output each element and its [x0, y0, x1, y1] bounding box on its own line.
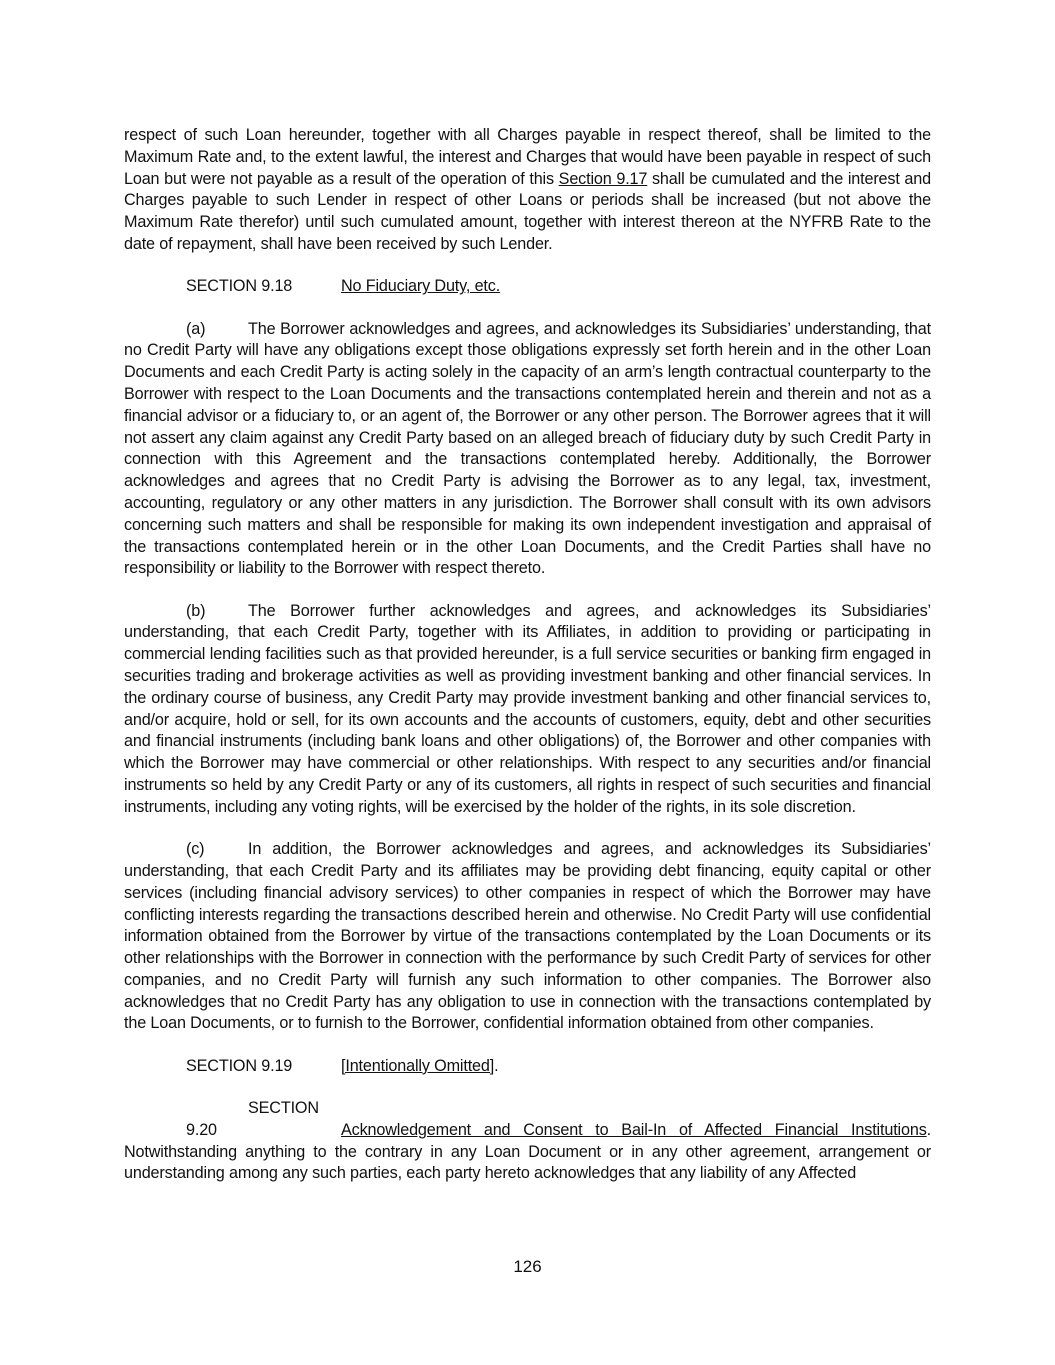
clause-text: In addition, the Borrower acknowledges and agrees, and acknowledges its Subsidiaries’ understanding, that each Credit Party and its affiliates may be providing debt financing, equity capital or other services (including financial advisory services) to other companies in respect of which the Borrower may have conflicting interests regarding the transactions described herein and otherwise. No Credit Party will use confidential information obtained from the Borrower by virtue of the transactions contemplated by the Loan Documents or its other relationships with the Borrower in connection with the performance by such Credit Party of services for other companies, and no Credit Party will furnish any such information to other companies. The Borrower also acknowledges that no Credit Party has any obligation to use in connection with the transactions contemplated by the Loan Documents, or to furnish to the Borrower, confidential information obtained from other companies.	[124, 840, 931, 1033]
clause-b	[124, 601, 931, 819]
section-number: SECTION 9.18	[186, 277, 293, 296]
section-title-suffix: .	[926, 1120, 931, 1139]
section-number: SECTION 9.19	[186, 1056, 293, 1075]
clause-text: The Borrower further acknowledges and agrees, and acknowledges its Subsidiaries’ understanding, that each Credit Party, together with its Affiliates, in addition to providing or participating in commercial lending facilities such as that provided hereunder, is a full service securities or banking firm engaged in securities trading and brokerage activities as well as providing investment banking and other financial services. In the ordinary course of business, any Credit Party may provide investment banking and other financial services to, and/or acquire, hold or sell, for its own accounts and the accounts of customers, equity, debt and other securities and financial instruments (including bank loans and other obligations) of, the Borrower and other companies with which the Borrower may have commercial or other relationships. With respect to any securities and/or financial instruments so held by any Credit Party or any of its customers, all rights in respect of such securities and financial instruments, including any voting rights, will be exercised by the holder of the rights, in its sole discretion.	[124, 601, 931, 816]
continuation-text-end: shall be cumulated and the interest and Charges payable to such Lender in respect of other Loans or periods shall be increased (but not above the Maximum Rate therefor) until such cumulated amount, together with interest thereon at the NYFRB Rate to the date of repayment, shall have been received by such Lender.	[124, 169, 931, 253]
continuation-paragraph	[124, 125, 931, 256]
clause-label: (a)	[186, 319, 206, 338]
section-9-19-heading	[186, 1056, 931, 1078]
continuation-text-start: respect of such Loan hereunder, together with all Charges payable in respect thereof, shall be limited to the Maximum Rate and, to the extent lawful, the interest and Charges that would have been payable in respect of such Loan but were not payable as a result of the operation of this	[124, 126, 931, 188]
section-number: SECTION 9.20	[186, 1099, 319, 1139]
clause-text: The Borrower acknowledges and agrees, and acknowledges its Subsidiaries’ understanding, that no Credit Party will have any obligations except those obligations expressly set forth herein and in the other Loan Documents and each Credit Party is acting solely in the capacity of an arm’s length contractual counterparty to the Borrower with respect to the Loan Documents and the transactions contemplated herein and therein and not as a financial advisor or a fiduciary to, or an agent of, the Borrower or any other person. The Borrower agrees that it will not assert any claim against any Credit Party based on an alleged breach of fiduciary duty by such Credit Party in connection with this Agreement and the transactions contemplated hereby. Additionally, the Borrower acknowledges and agrees that no Credit Party is advising the Borrower as to any legal, tax, investment, accounting, regulatory or any other matters in any jurisdiction. The Borrower shall consult with its own advisors concerning such matters and shall be responsible for making its own independent investigation and appraisal of the transactions contemplated herein or in the other Loan Documents, and the Credit Parties shall have no responsibility or liability to the Borrower with respect thereto.	[124, 319, 931, 578]
section-9-20-paragraph	[124, 1098, 931, 1185]
page-content	[124, 125, 931, 1206]
section-9-18-heading	[186, 276, 931, 298]
section-title: [Intentionally Omitted]	[341, 1056, 495, 1075]
section-reference: Section 9.17	[558, 169, 648, 188]
section-text: Notwithstanding anything to the contrary in any Loan Document or in any other agreement, arrangement or understanding among any such parties, each party hereto acknowledges that any liability of any Affected	[124, 1142, 931, 1183]
section-title: Acknowledgement and Consent to Bail-In of Affected Financial Institutions	[341, 1120, 927, 1139]
clause-a	[124, 319, 931, 581]
clause-label: (b)	[186, 601, 206, 620]
clause-c	[124, 839, 931, 1035]
section-title: No Fiduciary Duty, etc.	[341, 277, 501, 296]
section-title-suffix: .	[494, 1056, 499, 1075]
clause-label: (c)	[186, 840, 205, 859]
page-number: 126	[513, 1257, 542, 1276]
